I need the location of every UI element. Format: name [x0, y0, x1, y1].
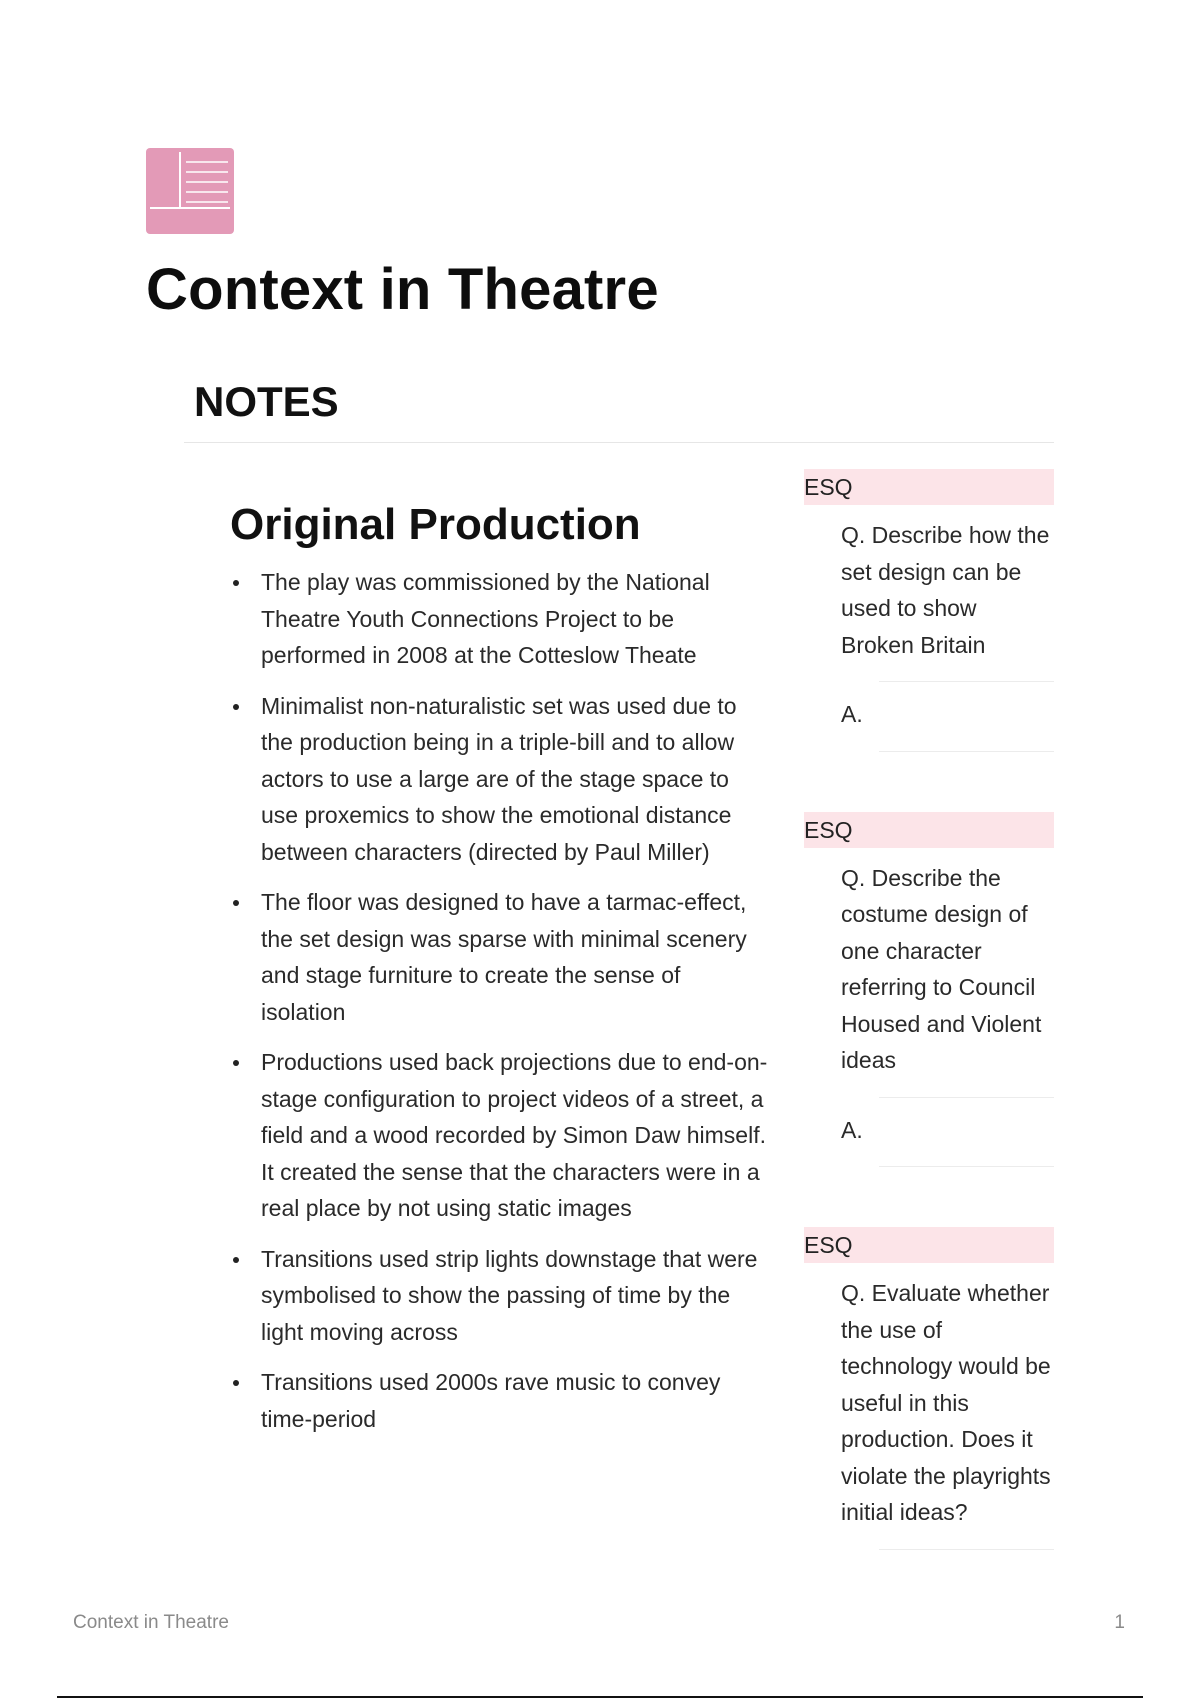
footer-page-number: 1	[1114, 1612, 1125, 1633]
esq-answer-line	[879, 751, 1054, 752]
bullet-dot-icon	[233, 1257, 239, 1263]
bullet-text: The play was commissioned by the National Theatre Youth Connections Project to be performed in 2008 at the Cotteslow Theate	[261, 569, 710, 668]
bullet-dot-icon	[233, 1380, 239, 1386]
bullet-dot-icon	[233, 580, 239, 586]
subheading-original-production: Original Production	[230, 500, 641, 549]
notes-bullet-list	[230, 564, 770, 1437]
bullet-item	[230, 1044, 770, 1227]
page-bottom-rule	[57, 1696, 1143, 1698]
bullet-item	[230, 1241, 770, 1351]
esq-answer-line	[879, 1166, 1054, 1167]
esq-block-2	[804, 812, 1054, 1168]
bullet-text: Transitions used strip lights downstage that were symbolised to show the passing of time by the light moving across	[261, 1245, 758, 1345]
esq-label: ESQ	[804, 1227, 1054, 1263]
notes-page-icon	[146, 148, 234, 234]
bullet-item	[230, 1364, 770, 1437]
esq-block-3	[804, 1227, 1054, 1550]
esq-question: Q. Evaluate whether the use of technology would be useful in this production. Does it violate the playrights initial ideas?	[841, 1280, 1051, 1525]
esq-label: ESQ	[804, 469, 1054, 505]
bullet-item	[230, 884, 770, 1030]
bullet-dot-icon	[233, 704, 239, 710]
bullet-text: The floor was designed to have a tarmac-effect, the set design was sparse with minimal scenery and stage furniture to create the sense of isolation	[261, 889, 747, 1025]
esq-sidebar	[804, 469, 1054, 1610]
bullet-item	[230, 688, 770, 871]
bullet-text: Productions used back projections due to end-on-stage configuration to project videos of a street, a field and a wood recorded by Simon Daw himself. It created the sense that the characters were in a real place by not using static images	[261, 1049, 768, 1221]
footer-document-title: Context in Theatre	[73, 1612, 229, 1633]
page-title: Context in Theatre	[146, 257, 659, 322]
bullet-dot-icon	[233, 1060, 239, 1066]
notes-main-column	[230, 500, 770, 1451]
bullet-text: Transitions used 2000s rave music to convey time-period	[261, 1369, 721, 1432]
bullet-text: Minimalist non-naturalistic set was used due to the production being in a triple-bill and to allow actors to use a large are of the stage space to use proxemics to show the emotional distance between characters (directed by Paul Miller)	[261, 692, 737, 865]
bullet-item	[230, 564, 770, 674]
esq-label: ESQ	[804, 812, 1054, 848]
esq-divider	[879, 1549, 1054, 1550]
section-title-notes: NOTES	[194, 378, 339, 425]
esq-block-1	[804, 469, 1054, 752]
section-divider	[184, 442, 1054, 443]
esq-answer[interactable]: A.	[841, 701, 863, 727]
esq-question: Q. Describe the costume design of one character referring to Council Housed and Violent ideas	[841, 864, 1042, 1073]
bullet-dot-icon	[233, 900, 239, 906]
esq-answer[interactable]: A.	[841, 1116, 863, 1143]
esq-question: Q. Describe how the set design can be used to show Broken Britain	[841, 522, 1050, 658]
